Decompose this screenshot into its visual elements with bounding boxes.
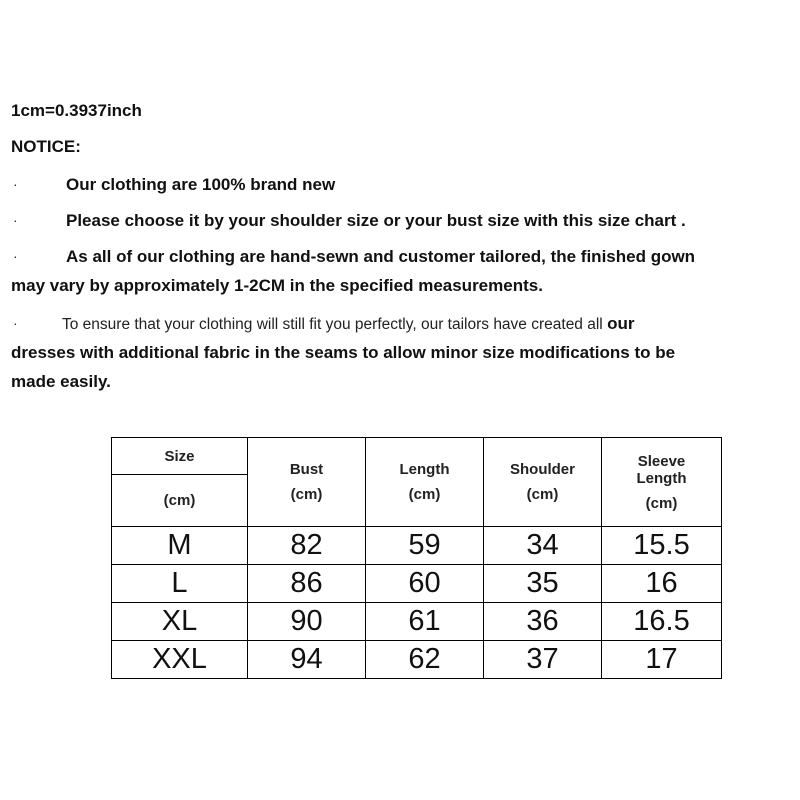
length-cell: 60 [366, 565, 484, 603]
size-cell: L [112, 565, 248, 603]
bust-cell: 86 [248, 565, 366, 603]
shoulder-cell: 34 [484, 527, 602, 565]
bullet-3: · [13, 248, 18, 264]
table-row [112, 527, 722, 565]
length-cell: 61 [366, 603, 484, 641]
notice-line-4a [62, 314, 634, 334]
size-header-label: Size [112, 438, 248, 475]
notice-line-1: Our clothing are 100% brand new [66, 175, 336, 194]
bust-cell: 90 [248, 603, 366, 641]
unit-conversion: 1cm=0.3937inch [11, 101, 142, 120]
size-header-unit: (cm) [112, 475, 248, 527]
sleeve-length-header: Sleeve Length (cm) [602, 438, 722, 527]
notice-line-4c: made easily. [11, 372, 111, 391]
table-row [112, 565, 722, 603]
length-header: Length (cm) [366, 438, 484, 527]
table-row [112, 603, 722, 641]
size-chart-table [111, 437, 722, 679]
notice-line-4a-tail: our [607, 314, 635, 333]
sleeve-cell: 15.5 [602, 527, 722, 565]
sleeve-cell: 16.5 [602, 603, 722, 641]
sleeve-cell: 17 [602, 641, 722, 679]
bust-cell: 82 [248, 527, 366, 565]
notice-line-2: Please choose it by your shoulder size or your bust size with this size chart . [66, 211, 686, 230]
notice-title: NOTICE: [11, 137, 81, 156]
size-cell: XL [112, 603, 248, 641]
shoulder-cell: 37 [484, 641, 602, 679]
notice-line-3a: As all of our clothing are hand-sewn and customer tailored, the finished gown [66, 247, 696, 266]
length-cell: 59 [366, 527, 484, 565]
sleeve-cell: 16 [602, 565, 722, 603]
size-cell: XXL [112, 641, 248, 679]
bullet-4: · [13, 315, 18, 331]
bullet-2: · [13, 212, 18, 228]
length-cell: 62 [366, 641, 484, 679]
table-row [112, 641, 722, 679]
notice-line-4a-text: To ensure that your clothing will still fit you perfectly, our tailors have created all [62, 316, 603, 333]
notice-line-3b: may vary by approximately 1-2CM in the specified measurements. [11, 276, 543, 295]
shoulder-cell: 35 [484, 565, 602, 603]
bullet-1: · [13, 176, 18, 192]
bust-cell: 94 [248, 641, 366, 679]
notice-line-4b: dresses with additional fabric in the seams to allow minor size modifications to be [11, 343, 676, 362]
shoulder-cell: 36 [484, 603, 602, 641]
size-cell: M [112, 527, 248, 565]
bust-header: Bust (cm) [248, 438, 366, 527]
shoulder-header: Shoulder (cm) [484, 438, 602, 527]
header-row-top [112, 438, 722, 475]
